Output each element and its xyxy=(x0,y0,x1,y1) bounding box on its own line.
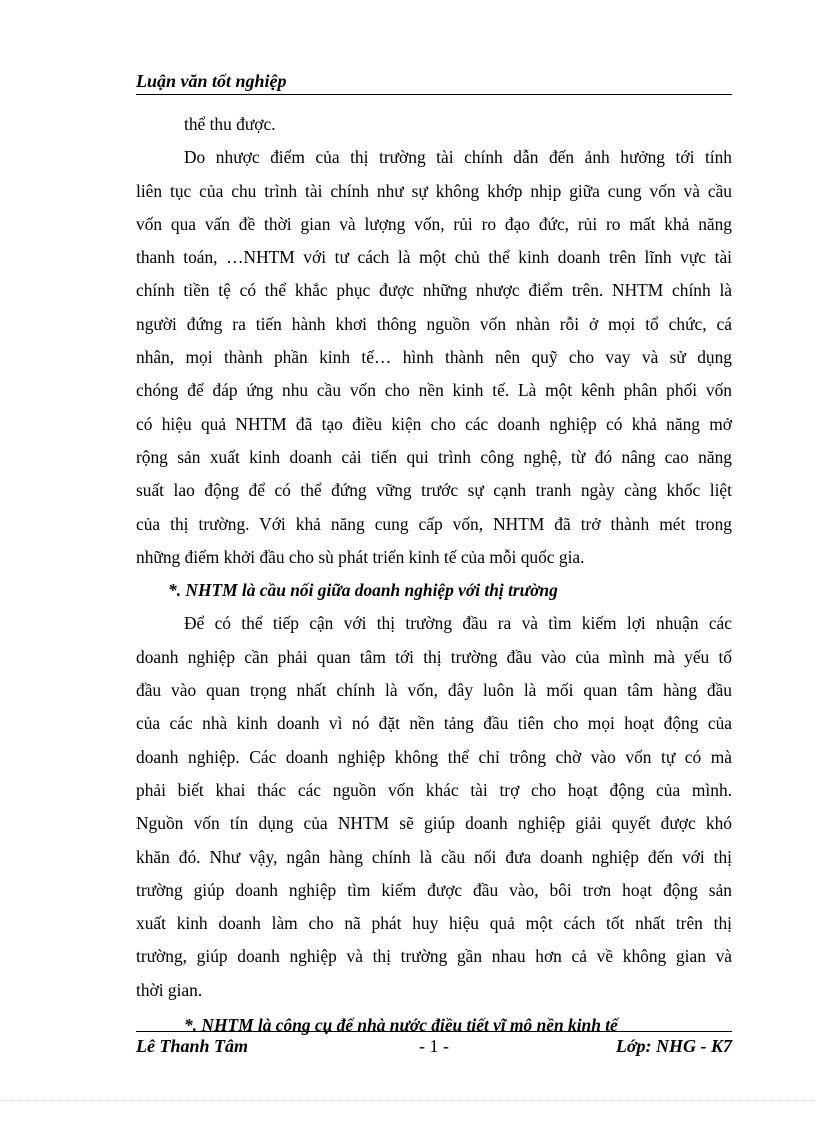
text-line: doanh nghiệp cần phải quan tâm tới thị trường đầu vào của mình mà yếu tố xyxy=(136,646,732,667)
footer-divider xyxy=(136,1031,732,1032)
text-line: phải biết khai thác các nguồn vốn khác tài trợ cho hoạt động của mình. xyxy=(136,779,732,800)
text-line: thể thu được. xyxy=(184,114,276,134)
text-line: người đứng ra tiến hành khơi thông nguồn vốn nhàn rỗi ở mọi tổ chức, cá xyxy=(136,313,732,334)
paragraph-first-line: Để có thể tiếp cận với thị trường đầu ra và tìm kiếm lợi nhuận các xyxy=(184,613,732,634)
page-footer xyxy=(136,1034,732,1058)
text-line: đầu vào quan trọng nhất chính là vốn, đây luôn là mối quan tâm hàng đầu xyxy=(136,680,732,701)
text-line: có hiệu quả NHTM đã tạo điều kiện cho các doanh nghiệp có khả năng mở xyxy=(136,413,732,434)
footer-author: Lê Thanh Tâm xyxy=(136,1036,249,1056)
text-line: thời gian. xyxy=(136,979,203,1000)
header-divider xyxy=(136,94,732,95)
text-line: doanh nghiệp. Các doanh nghiệp không thể chỉ trông chờ vào vốn tự có mà xyxy=(136,746,732,767)
body-text xyxy=(136,108,732,1042)
page-header xyxy=(136,70,732,92)
footer-page-number: - 1 - xyxy=(419,1036,449,1056)
text-line: Nguồn vốn tín dụng của NHTM sẽ giúp doanh nghiệp giải quyết được khó xyxy=(136,813,732,834)
paragraph-first-line: Do nhược điểm của thị trường tài chính dẫn đến ảnh hưởng tới tính xyxy=(184,147,732,168)
text-line: suất lao động để có thể đứng vững trước sự cạnh tranh ngày càng khốc liệt xyxy=(136,480,732,501)
text-line: những điểm khởi đầu cho sù phát triển kinh tế của mỗi quốc gia. xyxy=(136,546,585,567)
text-line: vốn qua vấn đề thời gian và lượng vốn, rủi ro đạo đức, rủi ro mất khả năng xyxy=(136,213,732,234)
text-line: liên tục của chu trình tài chính như sự không khớp nhịp giữa cung vốn và cầu xyxy=(136,180,732,201)
text-line: trường, giúp doanh nghiệp và thị trường gần nhau hơn cả về không gian và xyxy=(136,946,732,967)
text-line: thanh toán, …NHTM với tư cách là một chủ thể kinh doanh trên lĩnh vực tài xyxy=(136,247,732,268)
section-heading: *. NHTM là cầu nối giữa doanh nghiệp với thị trường xyxy=(168,580,558,601)
footer-class: Lớp: NHG - K7 xyxy=(615,1036,732,1056)
text-line: chóng để đáp ứng nhu cầu vốn cho nền kinh tế. Là một kênh phân phối vốn xyxy=(136,380,732,401)
text-line: chính tiền tệ có thể khắc phục được những nhược điểm trên. NHTM chính là xyxy=(136,280,732,301)
text-line: nhân, mọi thành phần kinh tế… hình thành nên quỹ cho vay và sử dụng xyxy=(136,347,732,368)
text-line: xuất kinh doanh làm cho nã phát huy hiệu quả một cách tốt nhất trên thị xyxy=(136,913,732,934)
text-line: khăn đó. Như vậy, ngân hàng chính là cầu nối đưa doanh nghiệp đến với thị xyxy=(136,846,732,867)
text-line: của các nhà kinh doanh vì nó đặt nền tảng đầu tiên cho mọi hoạt động của xyxy=(136,713,732,734)
section-heading: *. NHTM là công cụ để nhà nước điều tiết vĩ mô nền kinh tế xyxy=(184,1015,618,1036)
text-line: trường giúp doanh nghiệp tìm kiếm được đầu vào, bôi trơn hoạt động sản xyxy=(136,879,732,900)
text-line: của thị trường. Với khả năng cung cấp vốn, NHTM đã trở thành mét trong xyxy=(136,513,732,534)
text-line: rộng sản xuất kinh doanh cải tiến qui trình công nghệ, từ đó nâng cao năng xyxy=(136,446,732,467)
header-title: Luận văn tốt nghiệp xyxy=(136,71,287,91)
page-bottom-border xyxy=(0,1100,816,1101)
